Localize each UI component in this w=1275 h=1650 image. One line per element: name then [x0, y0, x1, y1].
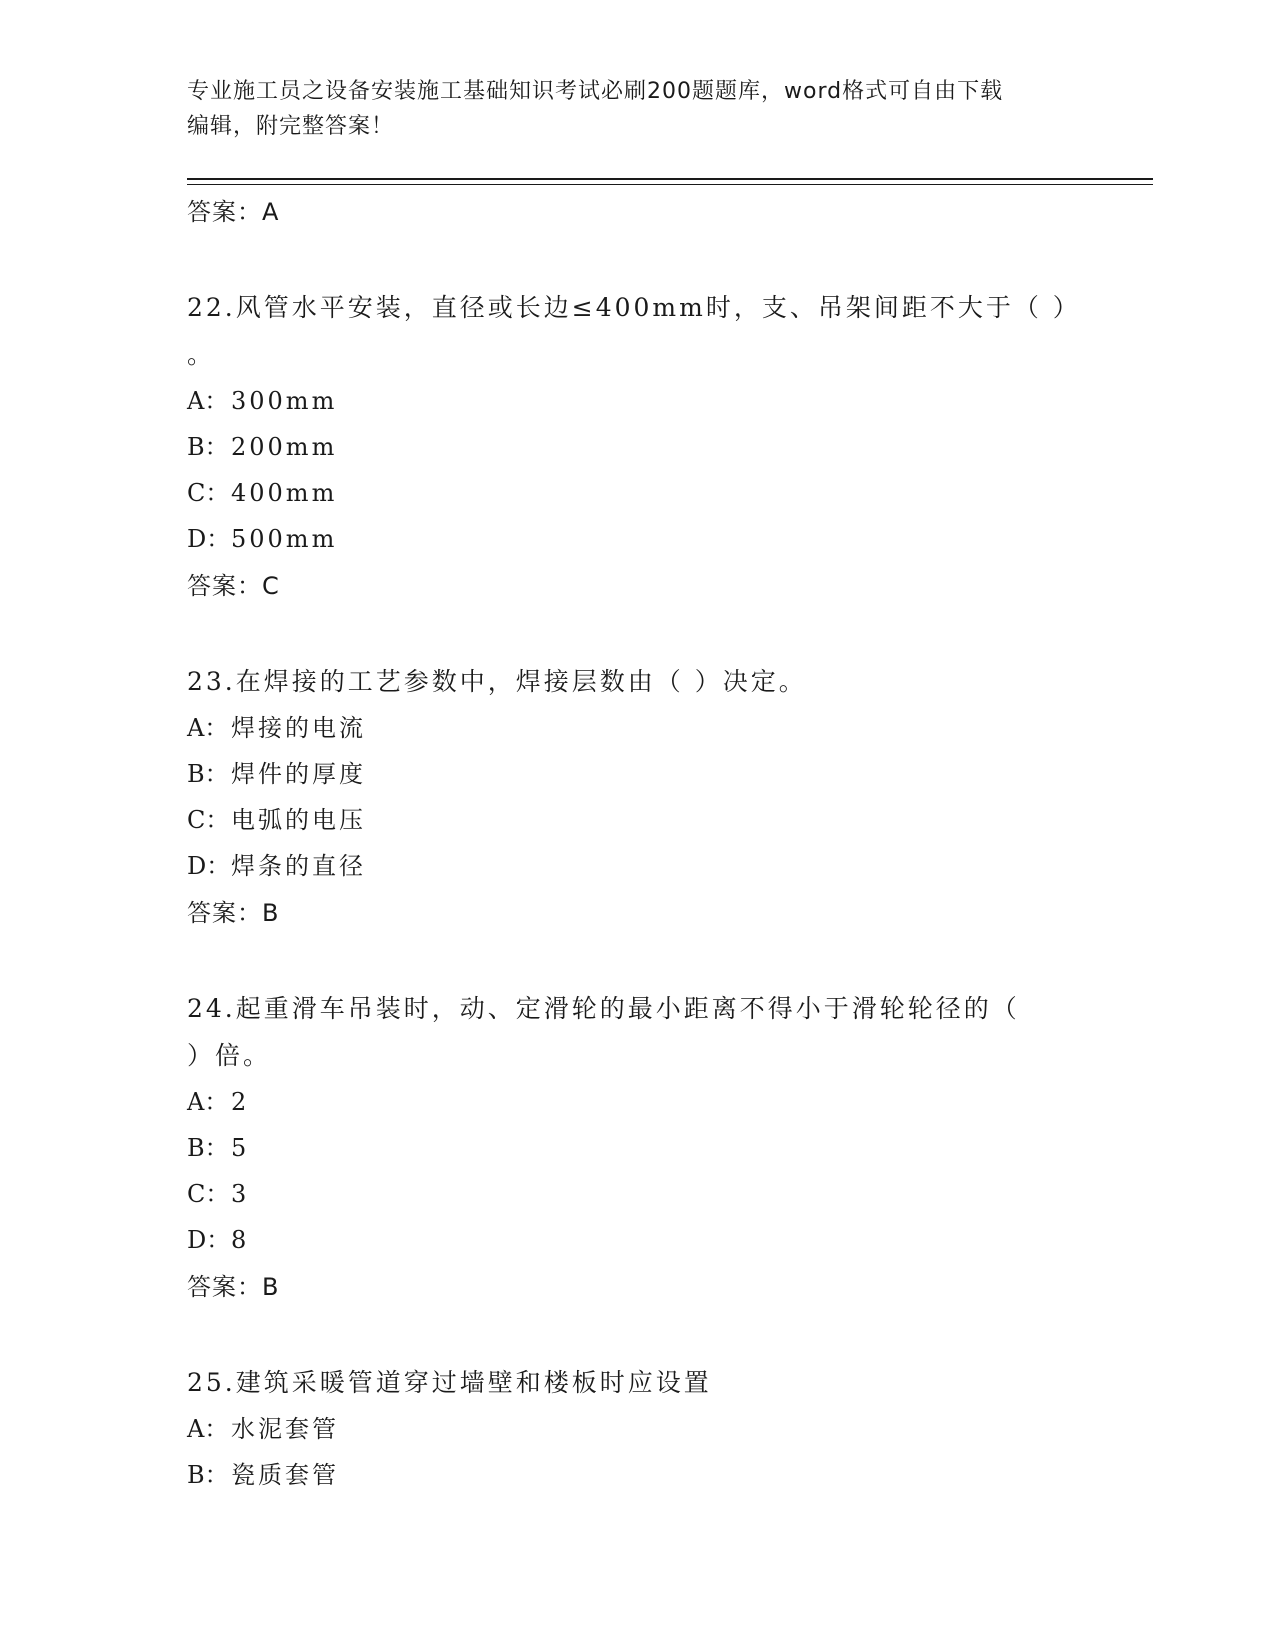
option-text: 400mm — [231, 479, 338, 507]
option-c — [187, 1171, 1087, 1217]
option-letter: A： — [187, 387, 229, 415]
option-text: 500mm — [231, 525, 338, 553]
header-line-2: 编辑，附完整答案！ — [187, 114, 395, 139]
question-line: 23.在焊接的工艺参数中，焊接层数由（ ）决定。 — [187, 667, 807, 696]
option-letter: B： — [187, 1134, 229, 1162]
question-block — [187, 1359, 1087, 1498]
question-text — [187, 985, 1087, 1079]
option-d — [187, 843, 1087, 889]
answer-line — [187, 889, 1087, 937]
option-text: 焊接的电流 — [231, 714, 366, 742]
option-letter: C： — [187, 1180, 230, 1208]
answer-label: 答案： — [187, 1273, 262, 1301]
answer-value: A — [262, 198, 280, 226]
option-text: 瓷质套管 — [231, 1461, 339, 1489]
option-letter: A： — [187, 714, 229, 742]
question-line: ）倍。 — [187, 1041, 272, 1070]
option-text: 5 — [231, 1134, 250, 1162]
option-text: 焊条的直径 — [231, 852, 366, 880]
option-text: 水泥套管 — [231, 1415, 339, 1443]
option-text: 电弧的电压 — [231, 806, 366, 834]
option-c — [187, 797, 1087, 843]
option-a — [187, 378, 1087, 424]
question-list — [187, 188, 1087, 1498]
option-letter: C： — [187, 479, 230, 507]
question-line: 22.风管水平安装，直径或长边≤400mm时，支、吊架间距不大于（ ） — [187, 293, 1081, 322]
question-line: 。 — [187, 340, 216, 369]
header-line-1: 专业施工员之设备安装施工基础知识考试必刷200题题库，word格式可自由下载 — [187, 79, 1004, 104]
question-block — [187, 985, 1087, 1311]
option-letter: D： — [187, 525, 231, 553]
answer-value: B — [262, 899, 280, 927]
answer-line — [187, 562, 1087, 610]
answer-value: C — [262, 572, 280, 600]
option-letter: A： — [187, 1415, 229, 1443]
option-a — [187, 1406, 1087, 1452]
option-letter: B： — [187, 760, 229, 788]
option-b — [187, 424, 1087, 470]
question-text — [187, 284, 1087, 378]
option-letter: B： — [187, 433, 229, 461]
option-text: 200mm — [231, 433, 338, 461]
header-divider — [187, 178, 1153, 185]
option-b — [187, 751, 1087, 797]
option-d — [187, 516, 1087, 562]
option-c — [187, 470, 1087, 516]
answer-label: 答案： — [187, 572, 262, 600]
answer-line — [187, 1263, 1087, 1311]
option-text: 8 — [231, 1226, 250, 1254]
option-b — [187, 1452, 1087, 1498]
option-letter: D： — [187, 1226, 231, 1254]
question-line: 25.建筑采暖管道穿过墙壁和楼板时应设置 — [187, 1368, 712, 1397]
answer-line — [187, 188, 1087, 236]
option-text: 3 — [231, 1180, 250, 1208]
option-letter: C： — [187, 806, 230, 834]
option-d — [187, 1217, 1087, 1263]
option-a — [187, 1079, 1087, 1125]
option-text: 2 — [231, 1088, 250, 1116]
question-block — [187, 658, 1087, 937]
question-text — [187, 1359, 1087, 1406]
question-text — [187, 658, 1087, 705]
option-b — [187, 1125, 1087, 1171]
option-letter: D： — [187, 852, 231, 880]
option-letter: A： — [187, 1088, 229, 1116]
answer-value: B — [262, 1273, 280, 1301]
question-block — [187, 284, 1087, 610]
answer-label: 答案： — [187, 899, 262, 927]
question-line: 24.起重滑车吊装时，动、定滑轮的最小距离不得小于滑轮轮径的（ — [187, 994, 1020, 1023]
document-header — [187, 74, 1087, 144]
option-a — [187, 705, 1087, 751]
option-text: 焊件的厚度 — [231, 760, 366, 788]
answer-label: 答案： — [187, 198, 262, 226]
option-text: 300mm — [231, 387, 338, 415]
option-letter: B： — [187, 1461, 229, 1489]
